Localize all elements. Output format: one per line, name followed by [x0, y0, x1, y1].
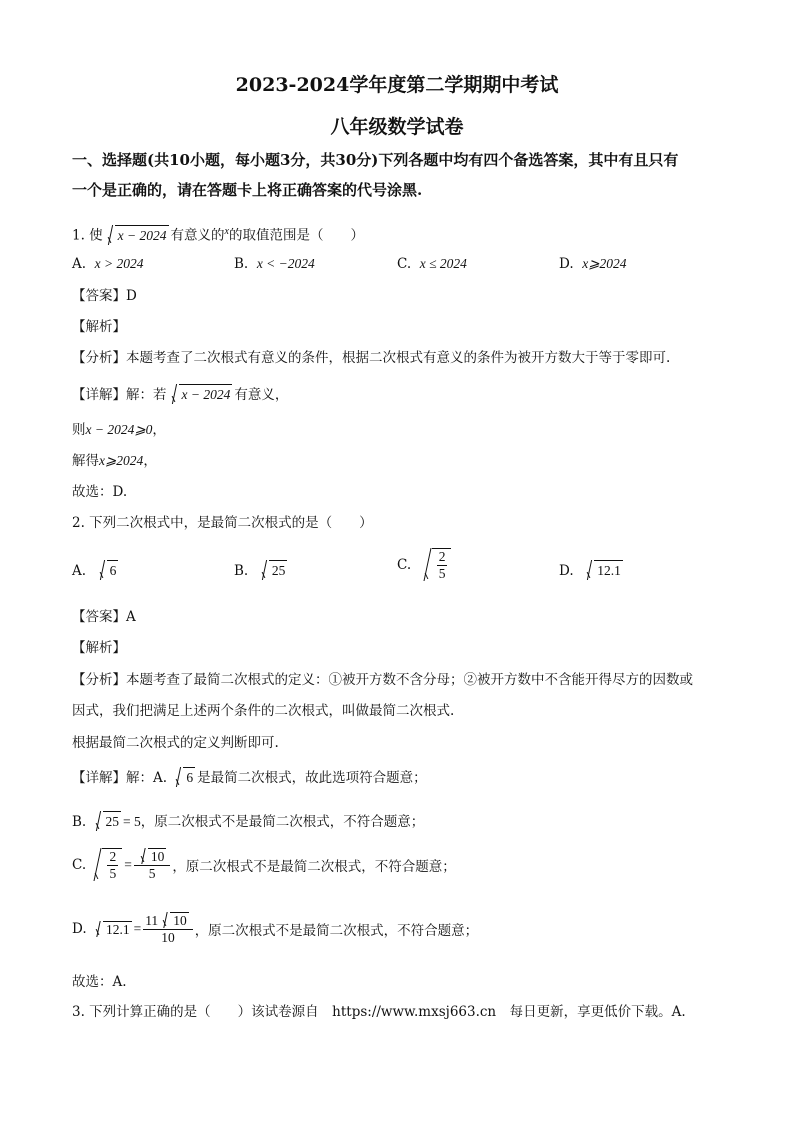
exam-title: 2023-2024学年度第二学期期中考试: [235, 74, 559, 96]
q2-option-b-sqrt: [259, 560, 288, 581]
q2-detail-c-denominator: 5: [109, 866, 117, 881]
q1-detail-sqrt: [169, 384, 233, 405]
q2-detail-d-equals: =: [133, 921, 142, 936]
q2-detail-c-result-radicand: 10: [148, 848, 167, 865]
q2-option-c: [397, 548, 453, 582]
q2-option-d-sqrt: [584, 560, 623, 581]
q2-option-a-label: A.: [72, 563, 87, 579]
section-instruction-line2: 一个是正确的，请在答题卡上将正确答案的代号涂黑.: [72, 181, 423, 199]
q2-detail-d-result: [143, 912, 193, 946]
q2-detail-d-result-radicand: 10: [170, 912, 189, 929]
q2-detail-c-fraction: [107, 849, 118, 882]
q2-detail-c-result-denominator: 5: [148, 866, 156, 881]
q2-option-d-label: D.: [559, 563, 574, 579]
q2-detail-c-sqrt: [92, 848, 122, 882]
section-instruction-line1: 一、选择题(共10小题，每小题3分，共30分)下列各题中均有四个备选答案，其中有且只有: [72, 151, 679, 169]
q1-option-c-label: C.: [397, 256, 412, 272]
q2-detail-d-label: D.: [72, 921, 87, 937]
q2-detail-b-radicand: 25: [103, 811, 122, 832]
q2-detail-d-result-sqrt: [160, 912, 189, 929]
q1-detail-radicand: x − 2024: [179, 384, 233, 405]
q2-option-c-radicand: [432, 548, 452, 582]
exam-subtitle: 八年级数学试卷: [330, 116, 464, 138]
q1-detail-suffix: 有意义，: [234, 387, 289, 403]
q2-detail-d-result-denominator: 10: [161, 930, 175, 945]
q1-option-a: [72, 254, 144, 274]
q2-option-c-numerator: 2: [438, 549, 446, 564]
q2-detail-radicand: 6: [183, 767, 195, 788]
q1-stem: [72, 222, 364, 246]
q1-step2: [72, 451, 157, 471]
q2-option-c-sqrt: [422, 548, 452, 582]
q2-stem: 2. 下列二次根式中，是最简二次根式的是（ ）: [72, 515, 373, 531]
q1-option-d-value: x⩾2024: [582, 256, 627, 271]
q1-option-d-label: D.: [559, 256, 574, 272]
q1-step1: [72, 420, 166, 440]
q2-choose: 故选：A.: [72, 974, 127, 990]
q2-option-a-sqrt: [97, 560, 119, 581]
q1-option-d: [559, 254, 627, 274]
q1-step1-prefix: 则: [72, 422, 86, 438]
q2-detail-prefix: 【详解】解：A.: [72, 770, 168, 786]
q2-option-b-label: B.: [234, 563, 249, 579]
q1-jiexi: 【解析】: [72, 319, 126, 335]
q1-option-b: [234, 254, 315, 274]
q2-detail-c-result: [134, 848, 171, 882]
q2-detail-sqrt: [173, 767, 195, 788]
q2-option-a-radicand: 6: [107, 560, 119, 581]
q1-step1-suffix: ，: [152, 422, 166, 438]
q1-step2-prefix: 解得: [72, 453, 99, 469]
q2-detail-b-sqrt: [93, 811, 122, 832]
q1-stem-mid: 有意义的: [170, 227, 225, 244]
q1-detail: [72, 384, 288, 405]
q3-stem: 3. 下列计算正确的是（ ）该试卷源自 https://www.mxsj663.cn 每日更新，享更低价下载。A.: [72, 1004, 686, 1020]
q1-step2-math: x⩾2024: [99, 453, 144, 468]
q1-analysis: 【分析】本题考查了二次根式有意义的条件，根据二次根式有意义的条件为被开方数大于等于零即可.: [72, 350, 671, 366]
q2-detail-d-result-coefficient: 11: [145, 913, 159, 928]
q1-radicand: x − 2024: [115, 225, 169, 246]
q1-option-b-value: x < −2024: [256, 256, 315, 271]
q2-option-c-label: C.: [397, 557, 412, 573]
q1-sqrt: [105, 225, 169, 246]
q2-analysis-line1: 【分析】本题考查了最简二次根式的定义：①被开方数不含分母；②被开方数中不含能开得尽方的因数或: [72, 672, 693, 688]
q2-detail-a: [72, 767, 427, 788]
q2-detail-c-result-sqrt: [138, 848, 167, 865]
q2-detail-c-suffix: ，原二次根式不是最简二次根式，不符合题意；: [172, 859, 456, 875]
q1-step1-math: x − 2024⩾0: [85, 422, 153, 437]
q1-choose: 故选：D.: [72, 484, 128, 500]
q2-detail-c-radicand: [102, 848, 122, 882]
q2-detail-b-suffix: ，原二次根式不是最简二次根式，不符合题意；: [140, 814, 425, 830]
q2-detail-d-suffix: ，原二次根式不是最简二次根式，不符合题意；: [194, 923, 479, 939]
q1-option-a-label: A.: [72, 256, 87, 272]
q2-detail-d-radicand: 12.1: [103, 921, 132, 938]
q2-detail-c-label: C.: [72, 857, 87, 873]
q2-detail-c-equals: =: [124, 857, 132, 872]
q2-option-b-radicand: 25: [269, 560, 288, 581]
q1-answer: 【答案】D: [72, 288, 137, 304]
q2-analysis-line2: 因式，我们把满足上述两个条件的二次根式，叫做最简二次根式.: [72, 703, 455, 719]
q2-detail-c: [72, 848, 456, 882]
q2-detail-d: [72, 912, 478, 946]
q1-option-c-value: x ≤ 2024: [419, 256, 467, 271]
q1-step2-suffix: ，: [143, 453, 157, 469]
q2-option-b: [234, 560, 289, 581]
q2-option-d-radicand: 12.1: [594, 560, 623, 581]
q2-option-a: [72, 560, 120, 581]
q2-option-c-denominator: 5: [438, 566, 446, 581]
q1-option-c: [397, 254, 467, 274]
q2-detail-c-result-numerator: [134, 848, 171, 866]
q2-option-c-fraction: [437, 549, 448, 582]
q1-stem-suffix: 的取值范围是（ ）: [228, 227, 364, 244]
q1-var: x: [224, 226, 229, 237]
q2-detail-suffix: 是最简二次根式，故此选项符合题意；: [197, 770, 427, 786]
q2-analysis-line3: 根据最简二次根式的定义判断即可.: [72, 735, 279, 751]
q1-option-a-value: x > 2024: [94, 256, 144, 271]
q2-answer: 【答案】A: [72, 609, 136, 625]
q2-detail-b-label: B.: [72, 814, 87, 830]
q2-option-d: [559, 560, 625, 581]
q1-stem-prefix: 1. 使: [72, 227, 103, 244]
q2-detail-d-sqrt: [93, 921, 132, 938]
q2-detail-b: [72, 811, 424, 832]
q1-option-b-label: B.: [234, 256, 249, 272]
q2-jiexi: 【解析】: [72, 640, 126, 656]
q1-detail-prefix: 【详解】解：若: [72, 387, 167, 403]
q2-detail-c-numerator: 2: [109, 849, 117, 864]
q2-detail-d-result-numerator: [143, 912, 193, 930]
q2-detail-b-equals: = 5: [123, 814, 141, 829]
